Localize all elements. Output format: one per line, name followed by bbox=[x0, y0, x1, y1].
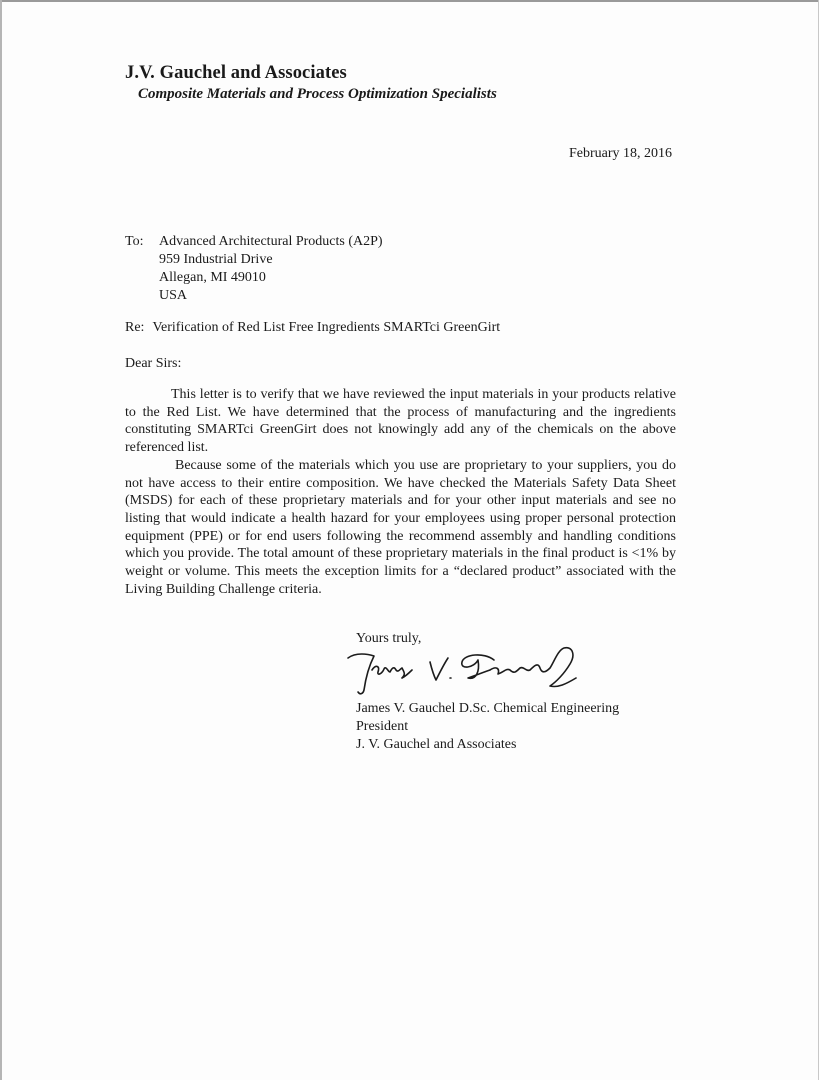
scan-edge-left bbox=[0, 0, 2, 1080]
signatory-name: James V. Gauchel D.Sc. Chemical Engineering bbox=[356, 701, 620, 716]
to-label: To: bbox=[125, 234, 144, 249]
signatory-block bbox=[356, 700, 619, 754]
recipient-line: Allegan, MI 49010 bbox=[159, 270, 266, 285]
closing: Yours truly, bbox=[356, 631, 422, 646]
subject-line bbox=[125, 320, 500, 336]
recipient-line: USA bbox=[159, 288, 188, 303]
recipient-line: 959 Industrial Drive bbox=[159, 252, 273, 267]
letterhead-tagline: Composite Materials and Process Optimization Specialists bbox=[138, 86, 497, 102]
letter-body bbox=[125, 386, 676, 598]
body-paragraph: This letter is to verify that we have reviewed the input materials in your products relative to the Red List. We have determined that the process of manufacturing and the ingredients constituting SMARTci GreenGirt does not knowingly add any of the chemicals on the above referenced list. bbox=[125, 387, 676, 456]
signatory-organization: J. V. Gauchel and Associates bbox=[356, 737, 517, 752]
letterhead-company-name: J.V. Gauchel and Associates bbox=[125, 63, 347, 83]
body-paragraph: Because some of the materials which you use are proprietary to your suppliers, you do not have access to their entire composition. We have checked the Materials Safety Data Sheet (MSDS) for each of these proprietary materials and for your other input materials and see no listing that would indicate a health hazard for your employees using proper personal protection equipment (PPE) or for end users following the recommend assembly and handling conditions which you provide. The total amount of these proprietary materials in the final product is <1% by weight or volume. This meets the exception limits for a “declared product” associated with the Living Building Challenge criteria. bbox=[125, 457, 676, 597]
subject-text: Verification of Red List Free Ingredients SMARTci GreenGirt bbox=[152, 320, 501, 335]
scan-edge-top bbox=[0, 0, 819, 2]
recipient-line: Advanced Architectural Products (A2P) bbox=[159, 234, 383, 249]
re-label: Re: bbox=[125, 320, 145, 335]
salutation: Dear Sirs: bbox=[125, 356, 182, 371]
handwritten-signature bbox=[344, 642, 604, 698]
signatory-title: President bbox=[356, 719, 409, 734]
letter-date: February 18, 2016 bbox=[568, 146, 672, 161]
